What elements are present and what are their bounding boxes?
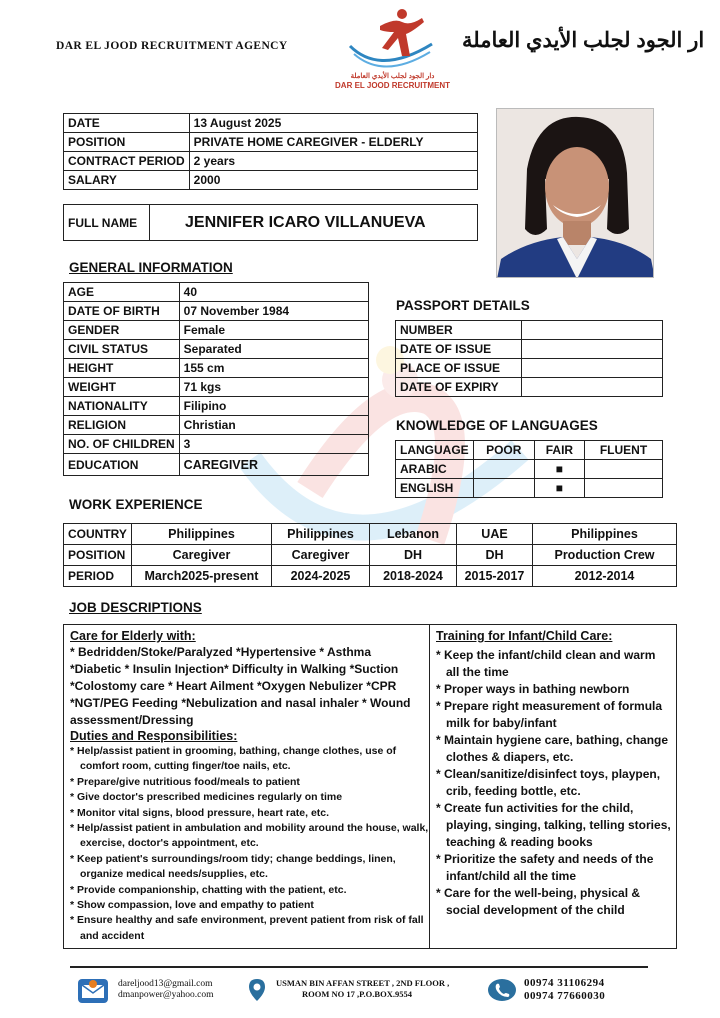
email-primary[interactable]: dareljood13@gmail.com (118, 979, 213, 989)
training-item: * Prioritize the safety and needs of the infant/child all the time (436, 852, 654, 883)
footer-divider (70, 966, 648, 968)
religion-value: Christian (179, 416, 368, 435)
passport-issue-date-label: DATE OF ISSUE (396, 340, 522, 359)
job-info-table (63, 113, 478, 190)
civil-status-value: Separated (179, 340, 368, 359)
education-label: EDUCATION (64, 454, 180, 476)
civil-status-label: CIVIL STATUS (64, 340, 180, 359)
passport-issue-place-label: PLACE OF ISSUE (396, 359, 522, 378)
gender-label: GENDER (64, 321, 180, 340)
contract-period-label: CONTRACT PERIOD (64, 152, 190, 171)
elderly-care-column (70, 629, 430, 944)
fluent-column-header: FLUENT (585, 441, 663, 460)
address-line-2: ROOM NO 17 ,P.O.BOX.9554 (302, 989, 412, 999)
languages-table (395, 440, 663, 498)
email-icon (78, 979, 108, 1003)
work-period: 2012-2014 (533, 566, 677, 587)
work-position: DH (457, 545, 533, 566)
duty-item: * Keep patient's surroundings/room tidy; change beddings, linen, organize medical needs/supplies, etc. (70, 852, 396, 881)
full-name-value: JENNIFER ICARO VILLANUEVA (150, 205, 478, 241)
elderly-care-title: Care for Elderly with: (70, 629, 196, 643)
work-country: Philippines (533, 524, 677, 545)
religion-label: RELIGION (64, 416, 180, 435)
work-period: 2018-2024 (370, 566, 457, 587)
language-fluent-mark (585, 460, 663, 479)
work-position: Production Crew (533, 545, 677, 566)
general-information-heading: GENERAL INFORMATION (69, 260, 233, 275)
height-value: 155 cm (179, 359, 368, 378)
height-label: HEIGHT (64, 359, 180, 378)
email-secondary[interactable]: dmanpower@yahoo.com (118, 990, 214, 1000)
language-fair-mark: ■ (534, 479, 584, 498)
date-of-birth-value: 07 November 1984 (179, 302, 368, 321)
general-information-table (63, 282, 369, 476)
duty-item: * Prepare/give nutritious food/meals to patient (70, 775, 300, 788)
elderly-condition-line: assessment/Dressing (70, 713, 194, 727)
language-fair-mark: ■ (534, 460, 584, 479)
work-country: UAE (457, 524, 533, 545)
duty-item: * Help/assist patient in grooming, bathing, change clothes, use of comfort room, cutting finger/toe nails, etc. (70, 745, 397, 773)
nationality-label: NATIONALITY (64, 397, 180, 416)
duty-item: * Show compassion, love and empathy to patient (70, 899, 314, 912)
elderly-condition-line: * Bedridden/Stoke/Paralyzed *Hypertensive * Asthma (70, 645, 371, 659)
age-label: AGE (64, 283, 180, 302)
full-name-label: FULL NAME (64, 205, 150, 241)
work-period: 2015-2017 (457, 566, 533, 587)
training-item: * Create fun activities for the child, playing, singing, talking, telling stories, teaching & reading books (436, 801, 671, 849)
work-position: Caregiver (272, 545, 370, 566)
language-poor-mark (473, 460, 534, 479)
work-experience-table (63, 523, 677, 587)
phone-primary[interactable]: 00974 31106294 (524, 977, 605, 989)
weight-value: 71 kgs (179, 378, 368, 397)
language-name: ENGLISH (396, 479, 474, 498)
passport-expiry-label: DATE OF EXPIRY (396, 378, 522, 397)
elderly-condition-line: *NGT/PEG Feeding *Nebulization and nasal inhaler * Wound (70, 696, 411, 710)
training-item: * Proper ways in bathing newborn (436, 682, 630, 696)
date-of-birth-label: DATE OF BIRTH (64, 302, 180, 321)
job-descriptions-heading: JOB DESCRIPTIONS (69, 600, 202, 615)
passport-details-heading: PASSPORT DETAILS (396, 298, 530, 313)
period-label: PERIOD (64, 566, 132, 587)
elderly-condition-line: *Colostomy care * Heart Ailment *Oxygen Nebulizer *CPR (70, 679, 397, 693)
position-row-label: POSITION (64, 545, 132, 566)
position-value: PRIVATE HOME CAREGIVER - ELDERLY (189, 133, 477, 152)
passport-issue-date-value (522, 340, 663, 359)
gender-value: Female (179, 321, 368, 340)
training-title: Training for Infant/Child Care: (436, 629, 613, 643)
duty-item: * Provide companionship, chatting with the patient, etc. (70, 883, 347, 896)
passport-number-label: NUMBER (396, 321, 522, 340)
country-label: COUNTRY (64, 524, 132, 545)
training-item: * Clean/sanitize/disinfect toys, playpen, crib, feeding bottle, etc. (436, 767, 661, 798)
children-label: NO. OF CHILDREN (64, 435, 180, 454)
duties-title: Duties and Responsibilities: (70, 729, 238, 743)
logo-arabic-text: دار الجود لجلب الأيدي العاملة (350, 73, 435, 80)
applicant-photo (496, 108, 654, 278)
training-item: * Maintain hygiene care, bathing, change clothes & diapers, etc. (436, 733, 669, 764)
training-item: * Keep the infant/child clean and warm all the time (436, 648, 656, 679)
language-name: ARABIC (396, 460, 474, 479)
duty-item: * Give doctor's prescribed medicines regularly on time (70, 791, 343, 804)
position-label: POSITION (64, 133, 190, 152)
location-pin-icon (248, 978, 266, 1002)
work-position: DH (370, 545, 457, 566)
passport-number-value (522, 321, 663, 340)
child-care-column (436, 629, 672, 919)
training-item: * Prepare right measurement of formula milk for baby/infant (436, 699, 663, 730)
full-name-table (63, 204, 478, 241)
agency-name: DAR EL JOOD RECRUITMENT AGENCY (56, 40, 288, 52)
logo-english-text: DAR EL JOOD RECRUITMENT (335, 81, 450, 90)
language-poor-mark (473, 479, 534, 498)
salary-value: 2000 (189, 171, 477, 190)
work-period: March2025-present (132, 566, 272, 587)
phone-secondary[interactable]: 00974 77660030 (524, 990, 606, 1002)
passport-issue-place-value (522, 359, 663, 378)
contract-period-value: 2 years (189, 152, 477, 171)
nationality-value: Filipino (179, 397, 368, 416)
language-column-header: LANGUAGE (396, 441, 474, 460)
work-period: 2024-2025 (272, 566, 370, 587)
passport-table (395, 320, 663, 397)
date-label: DATE (64, 114, 190, 133)
weight-label: WEIGHT (64, 378, 180, 397)
work-country: Lebanon (370, 524, 457, 545)
phone-icon (487, 978, 517, 1002)
duty-item: * Help/assist patient in ambulation and mobility around the house, walk, exercise, doctor's appointment, etc. (70, 822, 429, 850)
job-descriptions-box (63, 624, 677, 949)
education-value: CAREGIVER (179, 454, 368, 476)
duty-item: * Ensure healthy and safe environment, prevent patient from risk of fall and accident (70, 914, 424, 942)
children-value: 3 (179, 435, 368, 454)
fair-column-header: FAIR (534, 441, 584, 460)
work-position: Caregiver (132, 545, 272, 566)
work-country: Philippines (132, 524, 272, 545)
age-value: 40 (179, 283, 368, 302)
work-experience-heading: WORK EXPERIENCE (69, 497, 203, 512)
passport-expiry-value (522, 378, 663, 397)
language-fluent-mark (585, 479, 663, 498)
work-country: Philippines (272, 524, 370, 545)
salary-label: SALARY (64, 171, 190, 190)
address-line-1: USMAN BIN AFFAN STREET , 2ND FLOOR , (276, 978, 450, 988)
arabic-agency-name: ار الجود لجلب الأيدي العاملة (462, 29, 705, 52)
languages-heading: KNOWLEDGE OF LANGUAGES (396, 418, 598, 433)
elderly-condition-line: *Diabetic * Insulin Injection* Difficulty in Walking *Suction (70, 662, 399, 676)
training-item: * Care for the well-being, physical & social development of the child (436, 886, 641, 917)
date-value: 13 August 2025 (189, 114, 477, 133)
poor-column-header: POOR (473, 441, 534, 460)
duty-item: * Monitor vital signs, blood pressure, heart rate, etc. (70, 806, 330, 819)
